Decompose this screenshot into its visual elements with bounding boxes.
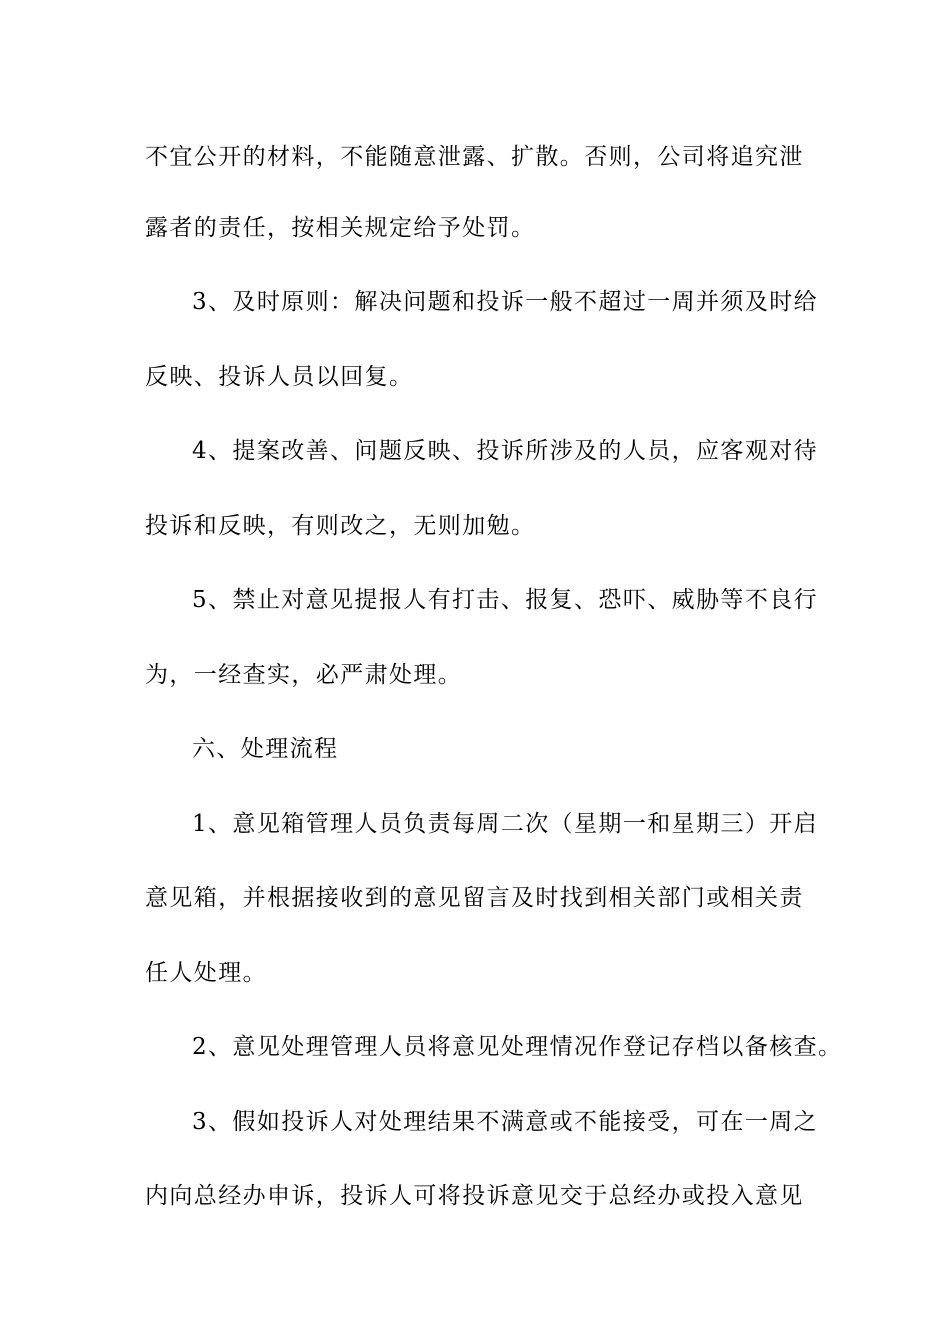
paragraph-line: 内向总经办申诉，投诉人可将投诉意见交于总经办或投入意见	[145, 1183, 804, 1209]
paragraph-line: 任人处理。	[145, 960, 267, 986]
paragraph-line: 5、禁止对意见提报人有打击、报复、恐吓、威胁等不良行	[192, 587, 819, 613]
paragraph-line: 3、及时原则：解决问题和投诉一般不超过一周并须及时给	[192, 289, 819, 315]
paragraph-line: 反映、投诉人员以回复。	[145, 364, 414, 390]
paragraph-line: 意见箱，并根据接收到的意见留言及时找到相关部门或相关责	[145, 885, 804, 911]
paragraph-line: 3、假如投诉人对处理结果不满意或不能接受，可在一周之	[192, 1109, 819, 1135]
paragraph-line: 投诉和反映，有则改之，无则加勉。	[145, 513, 536, 539]
paragraph-line: 为，一经查实，必严肃处理。	[145, 662, 463, 688]
paragraph-line: 1、意见箱管理人员负责每周二次（星期一和星期三）开启	[192, 811, 819, 837]
section-heading: 六、处理流程	[192, 736, 339, 762]
paragraph-line: 4、提案改善、问题反映、投诉所涉及的人员，应客观对待	[192, 438, 819, 464]
paragraph-line: 露者的责任，按相关规定给予处罚。	[145, 215, 536, 241]
paragraph-line: 2、意见处理管理人员将意见处理情况作登记存档以备核查。	[192, 1034, 843, 1060]
paragraph-line: 不宜公开的材料，不能随意泄露、扩散。否则，公司将追究泄	[145, 144, 804, 170]
